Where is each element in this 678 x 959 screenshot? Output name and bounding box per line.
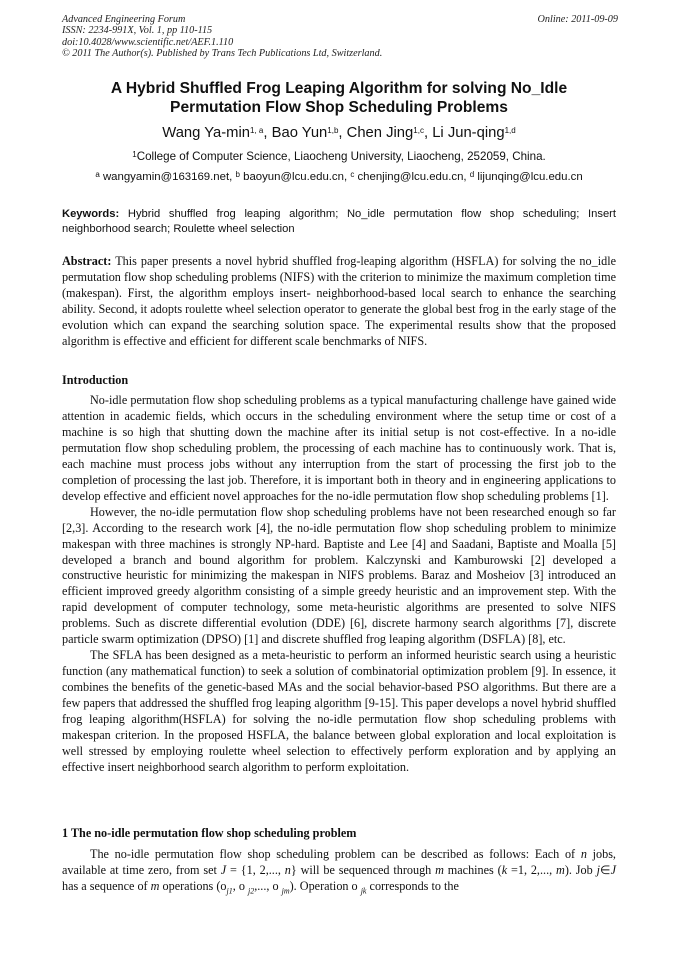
introduction-heading: Introduction	[62, 373, 129, 387]
intro-paragraph: However, the no-idle permutation flow shop scheduling problems have not been researched enough so far [2,3]. According to the research work [4], the no-idle permutation flow shop scheduling problem to minimize makespan with three machines is strongly NP-hard. Baptiste and Lee [4] and Saadani, Baptiste and Moalla [5] developed a branch and bound algorithm for problem. Kalczynski and Kamburowski [2] developed a constructive heuristic for minimizing the makespan in NIFS problems. Baraz and Mosheiov [3] introduced an efficient improved greedy algorithm consisting of a simple greedy heuristic and an improvement step. With the rapid development of computer technology, some meta-heuristic algorithms are presented to solve NIFS problems. Such as discrete differential evolution (DDE) [6], discrete harmony search algorithms [7], discrete particle swarm optimization (DPSO) [1] and discrete shuffled frog leaping algorithm (DSFLA) [8], etc.	[62, 504, 616, 647]
email-list: $^a$ wangyamin@163169.net, $^b$ baoyun@lcu.edu.cn, $^c$ chenjing@lcu.edu.cn, $^d$ lijunqing@lcu.edu.cn	[95, 170, 583, 183]
section-1-heading: 1 The no-idle permutation flow shop scheduling problem	[62, 826, 357, 840]
email-mark: d	[469, 170, 475, 179]
intro-paragraph: The SFLA has been designed as a meta-heuristic to perform an informed heuristic search using a heuristic function (any mathematical function) to seek a solution of combinatorial optimization problem [9]. In essence, it combines the benefits of the genetic-based MAs and the social behavior-based PSO algorithms. But there are a few papers that addressed the shuffled frog leaping algorithm [9-15]. This paper develops a novel hybrid shuffled frog leaping algorithm(HSFLA) for solving the no-idle permutation flow shop scheduling problems with makespan criterion. In the proposed HSFLA, the balance between global exploration and local exploitation is well stressed by employing roulette wheel selection to effectively perform exploration and by applying an effective insert neighborhood search algorithm to perform exploitation.	[62, 648, 616, 774]
online-date: Online: 2011-09-09	[537, 14, 618, 25]
title-line-2: Permutation Flow Shop Scheduling Problems	[170, 99, 508, 116]
keywords-text: Hybrid shuffled frog leaping algorithm; No_idle permutation flow shop scheduling; Insert neighborhood search; Roulette wheel selection	[62, 208, 617, 235]
paper-title	[62, 79, 616, 117]
author-name: Wang Ya-min	[162, 125, 251, 141]
doi-line: doi:10.4028/www.scientific.net/AEF.1.110	[62, 36, 234, 48]
email-mark: c	[350, 170, 355, 179]
title-line-1: A Hybrid Shuffled Frog Leaping Algorithm for solving No_Idle	[110, 80, 568, 97]
keywords-label: Keywords:	[62, 208, 120, 220]
abstract-text: This paper presents a novel hybrid shuffled frog-leaping algorithm (HSFLA) for solving the no_idle permutation flow shop scheduling problems (NIFS) with the criterion to minimize the maximum completion time (makespan). First, the algorithm employs insert- neighborhood-based local search to enhance the searching ability. Second, it adopts roulette wheel selection operator to generate the global best frog in the early stage of the evolution which can expand the searching solution space. The experimental results show that the proposed algorithm is effective and efficient for different scale benchmarks of NIFS.	[62, 254, 616, 348]
section-1-body	[62, 847, 616, 899]
author-affil-mark: 1,b	[327, 126, 339, 135]
email-address[interactable]: baoyun@lcu.edu.cn	[243, 171, 344, 183]
email-address[interactable]: lijunqing@lcu.edu.cn	[477, 171, 583, 183]
journal-name: Advanced Engineering Forum	[62, 14, 186, 25]
author-name: Li Jun-qing	[432, 125, 505, 141]
email-mark: a	[95, 170, 100, 179]
abstract-block	[62, 254, 616, 350]
section-1-paragraph: The no-idle permutation flow shop scheduling problem can be described as follows: Each of n jobs, available at time zero, from set J = {1, 2,..., n} will be sequenced through m machines (k =1, 2,..., m). Job j∈J has a sequence of m operations ($o_{j1}$, o $_{j2}$,..., o $_{jm}$). Operation o $_{jk}$ corresponds to the	[62, 847, 616, 896]
affiliation-text: College of Computer Science, Liaocheng University, Liaocheng, 252059, China.	[136, 150, 546, 163]
journal-header	[62, 14, 618, 60]
issn-line: ISSN: 2234-991X, Vol. 1, pp 110-115	[62, 25, 213, 37]
affiliation	[62, 150, 616, 164]
keywords-block	[62, 207, 616, 237]
introduction-body	[62, 393, 616, 776]
intro-paragraph: No-idle permutation flow shop scheduling problems as a typical manufacturing challenge have gained wide attention in academic fields, which occurs in the scheduling environment where the setup time or cost of a machine is so high that shutting down the machine after its initial setup is not cost-effective. In a no-idle permutation flow shop scheduling problem, the processing of each machine has to continuously work. That is, each machine must process jobs without any interruption from the start of processing the first job to the completion of processing the last job. Therefore, it is important both in theory and in engineering applications to develop effective and efficient novel approaches for the no-idle permutation flow shop scheduling problems [1].	[62, 393, 616, 503]
author-affil-mark: 1, a	[250, 126, 264, 135]
email-address[interactable]: chenjing@lcu.edu.cn	[357, 171, 464, 183]
email-mark: b	[235, 170, 240, 179]
author-list: Wang $Ya-\min^{1, a}$, Bao Yun$^{1,b}$, Chen Jing$^{1,c}$, Li Jun-qing$^{1,d}$	[162, 125, 516, 141]
affiliation-mark: 1	[132, 150, 137, 159]
author-affil-mark: 1,d	[504, 126, 516, 135]
author-affil-mark: 1,c	[413, 126, 424, 135]
email-address[interactable]: wangyamin@163169.net	[102, 171, 230, 183]
abstract-label: Abstract:	[62, 254, 112, 268]
copyright-line: © 2011 The Author(s). Published by Trans Tech Publications Ltd, Switzerland.	[62, 48, 383, 60]
author-name: Chen Jing	[346, 125, 414, 141]
author-name: Bao Yun	[271, 125, 328, 141]
